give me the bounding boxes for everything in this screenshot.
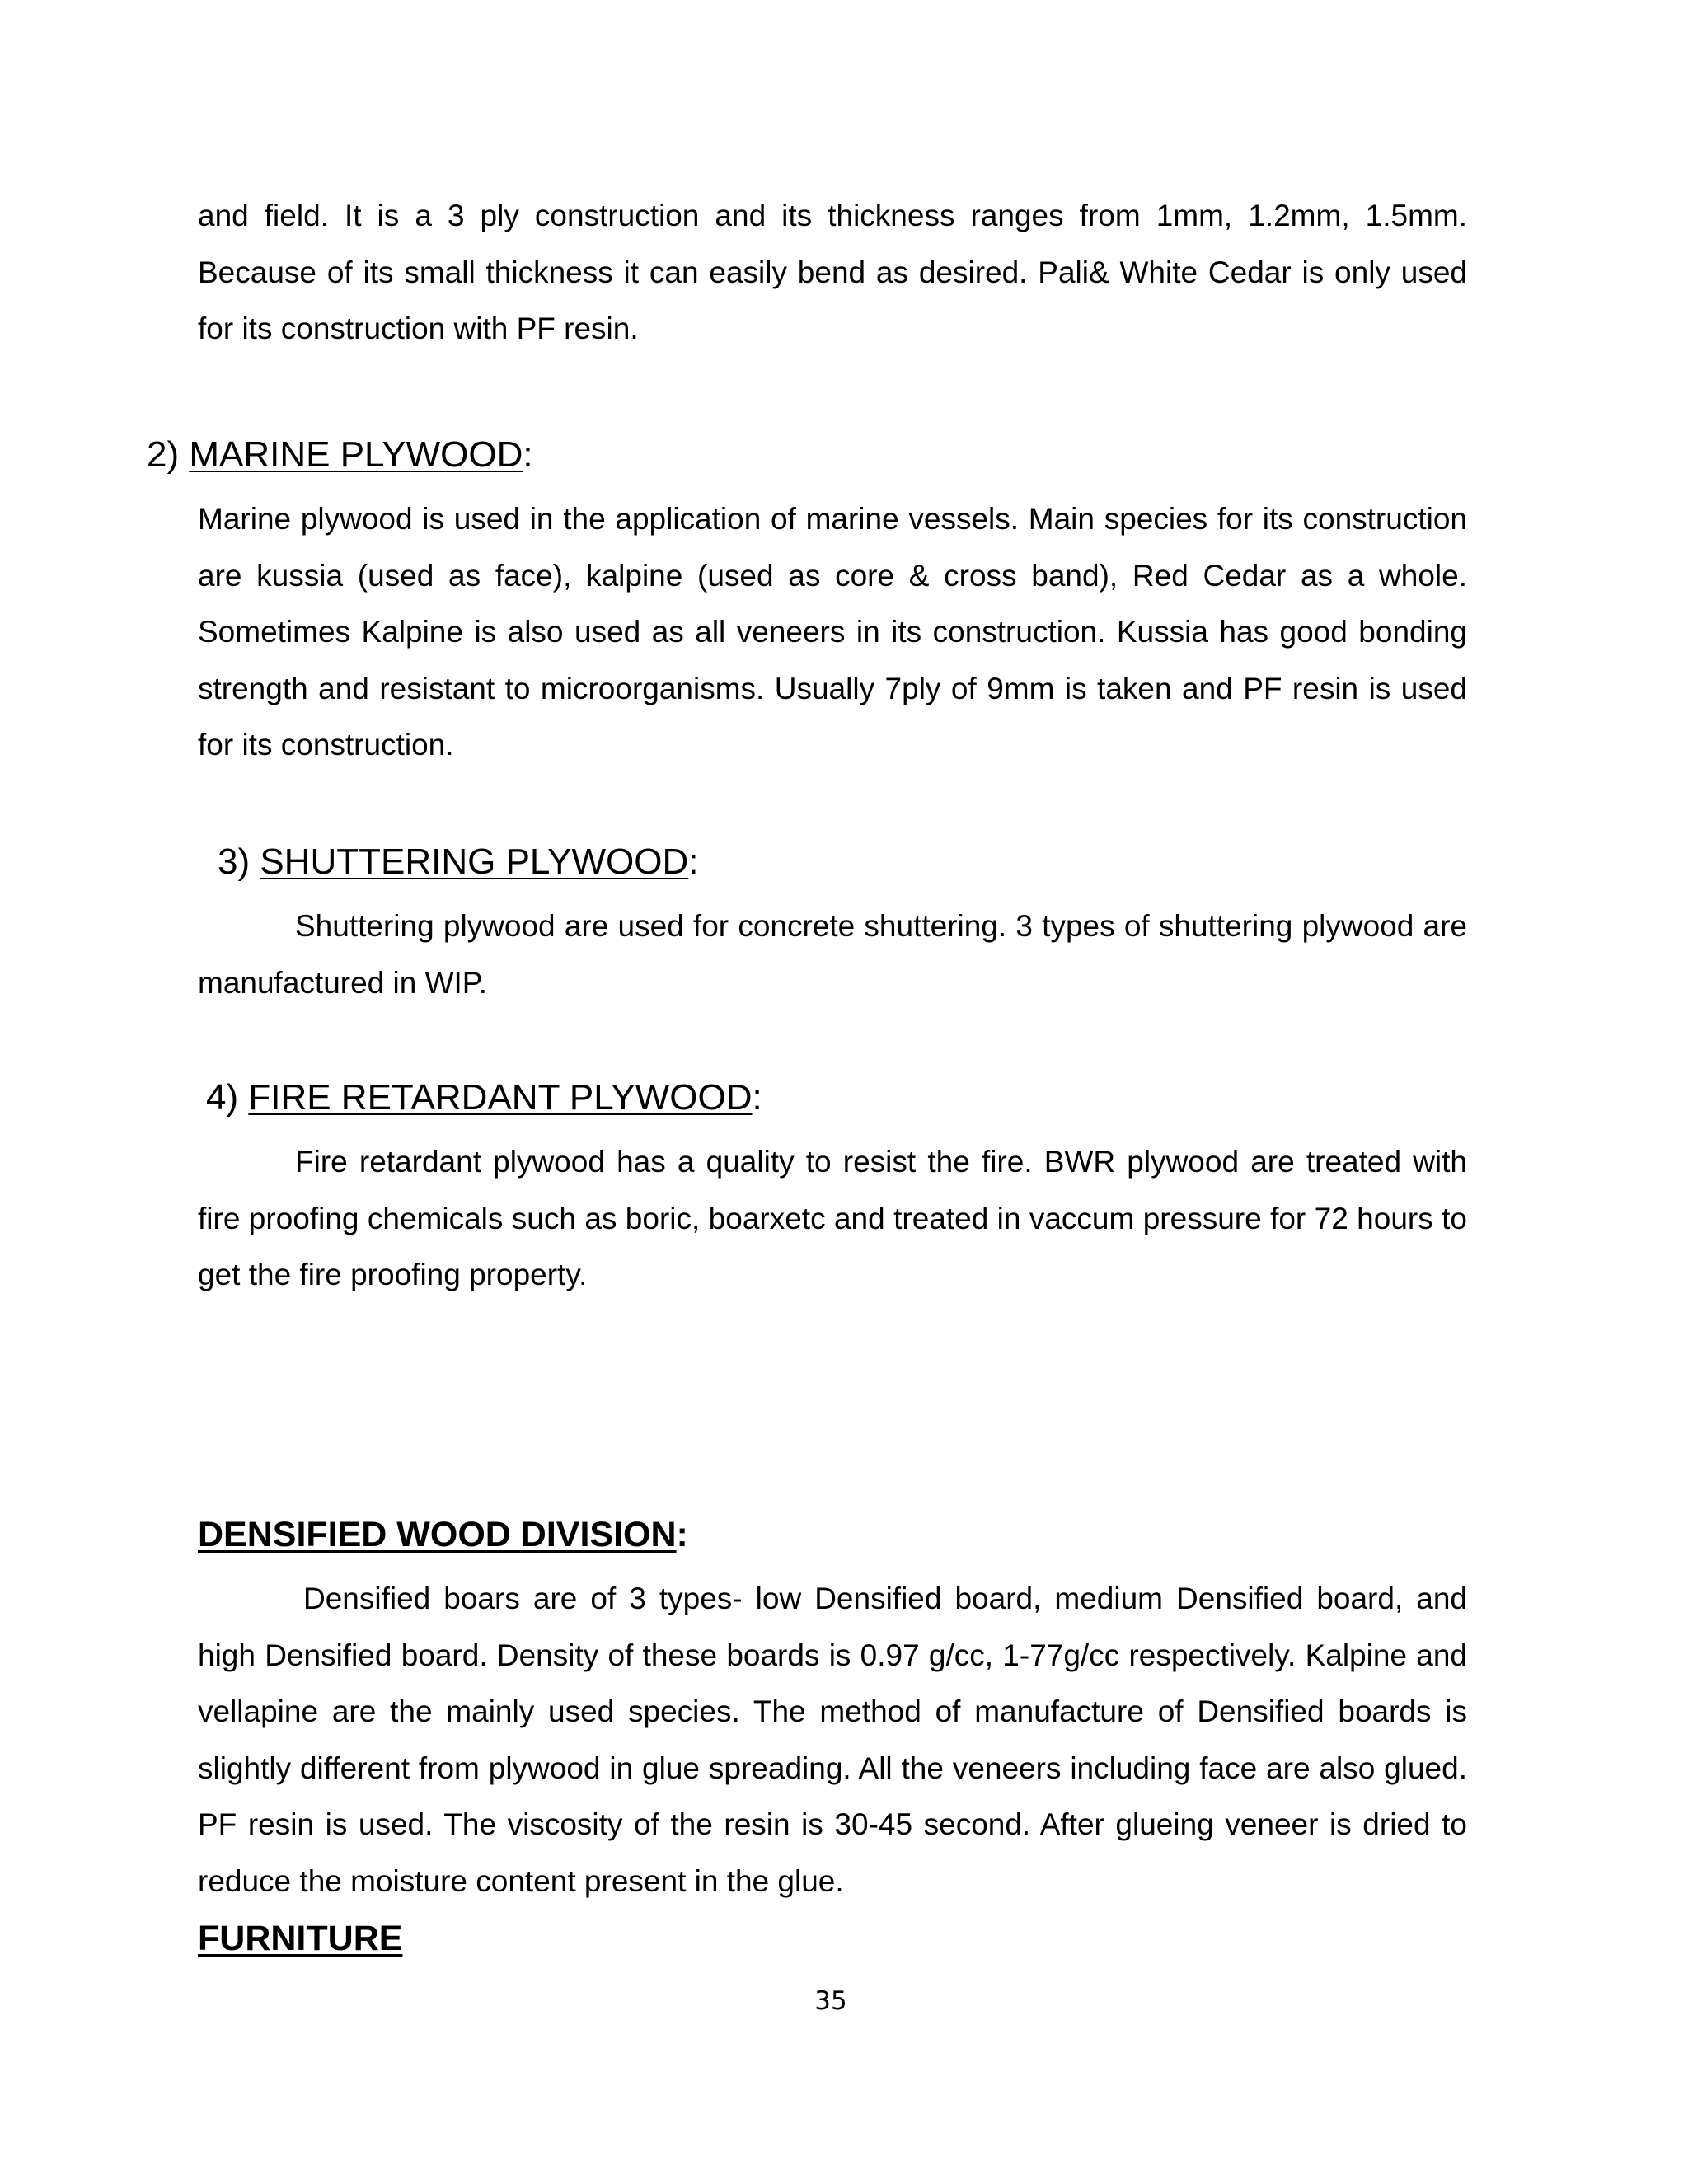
shuttering-plywood-heading <box>218 837 698 887</box>
section-title: FIRE RETARDANT PLYWOOD <box>248 1077 753 1118</box>
densified-wood-body: Densified boars are of 3 types- low Densified board, medium Densified board, and high Densified board. Density of these boards is 0.97 g/cc, 1-77g/cc respectively. Kalpine and vellapine are the mainly used species. The method of manufacture of Densified boards is slightly different from plywood in glue spreading. All the veneers including face are also glued. PF resin is used. The viscosity of the resin is 30-45 second. After glueing veneer is dried to reduce the moisture content present in the glue. <box>198 1582 1467 1898</box>
densified-title: DENSIFIED WOOD DIVISION <box>198 1515 677 1554</box>
section-title: MARINE PLYWOOD <box>189 434 523 475</box>
section-number: 4) <box>206 1077 239 1118</box>
section-colon: : <box>523 434 533 475</box>
section-number: 3) <box>218 841 251 882</box>
fire-retardant-plywood-heading <box>206 1073 762 1122</box>
intro-paragraph: and field. It is a 3 ply construction and its thickness ranges from 1mm, 1.2mm, 1.5mm. Because of its small thickness it can easily bend as desired. Pali& White Cedar is only used for its construction with PF resin. <box>198 199 1467 345</box>
marine-plywood-body: Marine plywood is used in the application of marine vessels. Main species for its construction are kussia (used as face), kalpine (used as core & cross band), Red Cedar as a whole. Sometimes Kalpine is also used as all veneers in its construction. Kussia has good bonding strength and resistant to microorganisms. Usually 7ply of 9mm is taken and PF resin is used for its construction. <box>198 502 1467 762</box>
marine-plywood-heading <box>147 430 533 480</box>
section-colon: : <box>752 1077 762 1118</box>
section-title: SHUTTERING PLYWOOD <box>260 841 689 882</box>
page-number: 35 <box>814 1986 847 2016</box>
section-number: 2) <box>147 434 180 475</box>
fire-retardant-plywood-body: Fire retardant plywood has a quality to resist the fire. BWR plywood are treated with fire proofing chemicals such as boric, boarxetc and treated in vaccum pressure for 72 hours to get the fire proofing property. <box>198 1145 1467 1291</box>
section-colon: : <box>688 841 699 882</box>
furniture-heading <box>198 1914 402 1963</box>
densified-wood-division-heading <box>198 1510 688 1559</box>
densified-colon: : <box>676 1515 688 1554</box>
shuttering-plywood-body: Shuttering plywood are used for concrete shuttering. 3 types of shuttering plywood are manufactured in WIP. <box>198 909 1467 1000</box>
furniture-title: FURNITURE <box>198 1919 403 1958</box>
